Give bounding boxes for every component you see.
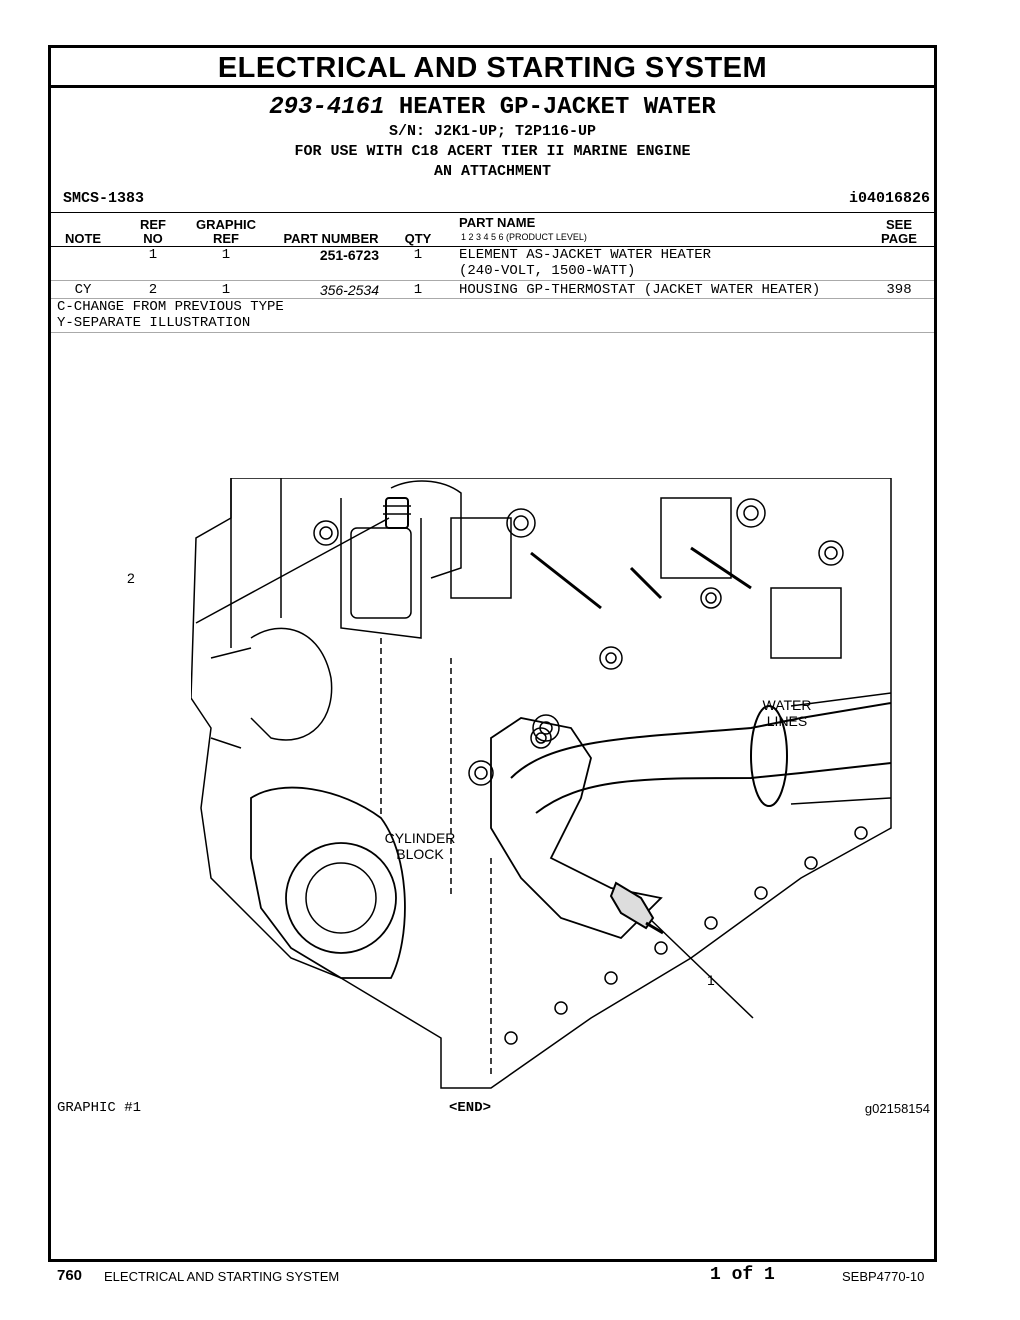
attachment-line: AN ATTACHMENT (433, 163, 552, 180)
section-title: ELECTRICAL AND STARTING SYSTEM (51, 48, 934, 88)
row-rule (51, 280, 934, 281)
callout-water-lines-2: LINES (766, 713, 808, 729)
row-note: CY (74, 282, 92, 298)
col-product-level: 1 2 3 4 5 6 (PRODUCT LEVEL) (461, 232, 587, 242)
footer-section: ELECTRICAL AND STARTING SYSTEM (104, 1269, 340, 1284)
legend-note: Y-SEPARATE ILLUSTRATION (57, 315, 251, 331)
row-part-name: ELEMENT AS-JACKET WATER HEATER (459, 247, 712, 263)
graphic-label: GRAPHIC #1 (57, 1100, 142, 1116)
group-heading (51, 94, 934, 121)
page-of: 1 of 1 (710, 1265, 775, 1285)
row-ref-no: 2 (148, 282, 158, 298)
col-see-page-2: PAGE (881, 231, 917, 246)
serial-numbers: S/N: J2K1-UP; T2P116-UP (388, 123, 597, 140)
usage-line: FOR USE WITH C18 ACERT TIER II MARINE ENGINE (294, 143, 691, 160)
col-ref-no-2: NO (143, 231, 163, 246)
legend-note: C-CHANGE FROM PREVIOUS TYPE (57, 299, 284, 315)
row-part-number: 251-6723 (319, 247, 379, 263)
page-number: 760 (57, 1267, 83, 1284)
callout-water-lines (757, 697, 817, 729)
row-graphic-ref: 1 (221, 282, 231, 298)
engine-illustration (191, 478, 911, 1093)
col-note: NOTE (64, 231, 102, 246)
row-qty: 1 (413, 282, 423, 298)
col-part-name: PART NAME (459, 215, 536, 230)
smcs-code: SMCS-1383 (63, 190, 145, 207)
row-qty: 1 (413, 247, 423, 263)
group-number: 293-4161 (269, 94, 385, 121)
graphic-id: g02158154 (864, 1101, 930, 1116)
row-part-name: HOUSING GP-THERMOSTAT (JACKET WATER HEATER) (459, 282, 821, 298)
callout-ref-2: 2 (127, 570, 135, 586)
group-name: HEATER GP-JACKET WATER (398, 94, 716, 121)
col-graphic-ref-1: GRAPHIC (196, 217, 256, 232)
doc-number: SEBP4770-10 (842, 1269, 925, 1284)
document-frame (48, 45, 937, 1262)
callout-water-lines-1: WATER (762, 697, 812, 713)
col-part-number: PART NUMBER (283, 231, 379, 246)
row-part-name-2: (240-VOLT, 1500-WATT) (459, 263, 636, 279)
row-see-page: 398 (886, 282, 912, 298)
col-ref-no-1: REF (140, 217, 166, 232)
callout-cylinder-block-1: CYLINDER (384, 830, 456, 846)
table-top-rule (51, 212, 934, 213)
row-graphic-ref: 1 (221, 247, 231, 263)
ident-code: i04016826 (848, 190, 930, 207)
col-see-page-1: SEE (885, 217, 912, 232)
col-qty: QTY (404, 231, 432, 246)
col-graphic-ref-2: REF (213, 231, 239, 246)
row-ref-no: 1 (148, 247, 158, 263)
row-part-number: 356-2534 (319, 282, 379, 298)
callout-cylinder-block (381, 830, 459, 862)
end-marker: <END> (449, 1100, 492, 1116)
notes-rule (51, 332, 934, 333)
callout-cylinder-block-2: BLOCK (396, 846, 444, 862)
callout-ref-1: 1 (707, 972, 715, 988)
